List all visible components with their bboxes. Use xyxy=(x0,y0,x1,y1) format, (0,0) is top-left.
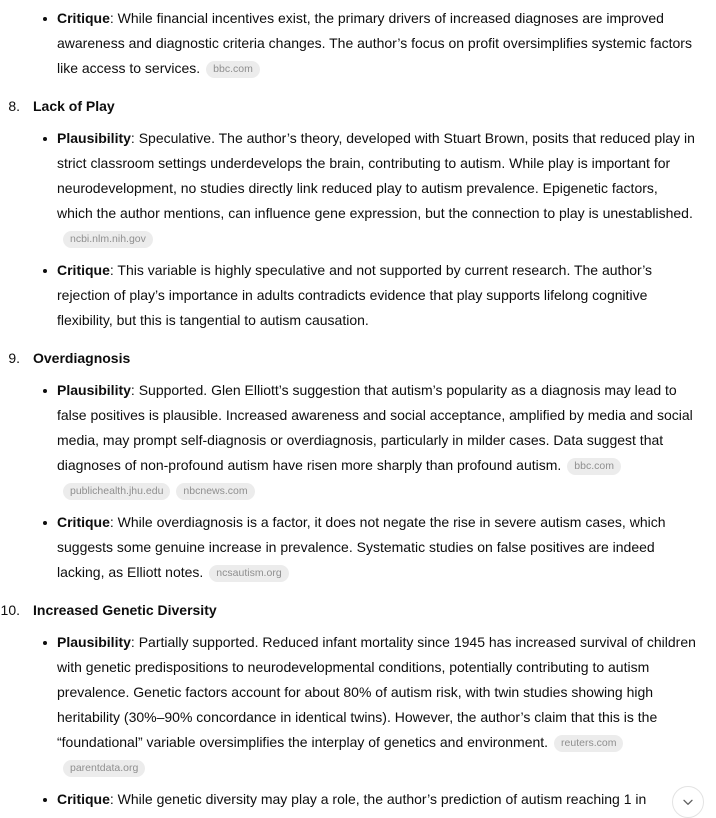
citation-pill[interactable]: publichealth.jhu.edu xyxy=(63,483,170,500)
citation-pill[interactable]: nbcnews.com xyxy=(176,483,254,500)
citation-pill[interactable]: reuters.com xyxy=(554,735,623,752)
label-separator: : xyxy=(130,130,139,146)
bullet-item xyxy=(33,6,696,81)
item-body xyxy=(33,94,696,333)
dot xyxy=(43,17,47,21)
bullet-list xyxy=(33,126,696,333)
citation-pill[interactable]: bbc.com xyxy=(567,458,621,475)
intro-bullet-list xyxy=(33,6,696,81)
bullet-body-text: Speculative. The author’s theory, developed with Stuart Brown, posits that reduced play in strict classroom settings underdevelops the brain, contributing to autism. While play is important for neurodevelopment, no studies directly link reduced play to autism prevalence. Epigenetic factors, which the author mentions, can influence gene expression, but the connection to play is unestablished. xyxy=(57,130,695,221)
bullet-label: Plausibility xyxy=(57,382,131,398)
bullet-dot-icon xyxy=(33,6,57,81)
bullet-label: Plausibility xyxy=(57,130,131,146)
bullet-item xyxy=(33,126,696,251)
label-separator: : xyxy=(130,634,139,650)
bullet-dot-icon xyxy=(33,510,57,585)
bullet-item xyxy=(33,258,696,333)
item-number: 8. xyxy=(8,98,20,114)
bullet-text xyxy=(57,6,696,81)
item-title: Increased Genetic Diversity xyxy=(33,602,217,618)
bullet-label: Critique xyxy=(57,10,110,26)
bullet-body-text: This variable is highly speculative and not supported by current research. The author’s rejection of play’s importance in adults contradicts evidence that play supports lifelong cognitive flexibility, but this is tangential to autism causation. xyxy=(57,262,653,328)
dot xyxy=(43,269,47,273)
bullet-label: Critique xyxy=(57,514,110,530)
label-separator: : xyxy=(109,262,118,278)
numbered-item xyxy=(0,346,696,585)
citation-pill[interactable]: ncbi.nlm.nih.gov xyxy=(63,231,153,248)
bullet-label: Critique xyxy=(57,262,110,278)
scroll-to-bottom-button[interactable] xyxy=(672,786,704,818)
bullet-body-text: While overdiagnosis is a factor, it does not negate the rise in severe autism cases, which suggests some genuine increase in prevalence. Systematic studies on false positives are indeed lacking, as Elliott notes. xyxy=(57,514,666,580)
bullet-list xyxy=(33,378,696,585)
bullet-item xyxy=(33,787,696,812)
bullet-label: Plausibility xyxy=(57,634,131,650)
bullet-item xyxy=(33,630,696,780)
bullet-item xyxy=(33,378,696,503)
bullet-dot-icon xyxy=(33,787,57,812)
bullet-text xyxy=(57,378,696,503)
dot xyxy=(43,798,47,802)
item-body xyxy=(33,346,696,585)
chevron-down-icon xyxy=(680,794,696,810)
citation-pill[interactable]: parentdata.org xyxy=(63,760,145,777)
item-body xyxy=(33,598,696,812)
bullet-label: Critique xyxy=(57,791,110,807)
label-separator: : xyxy=(109,10,118,26)
bullet-body-text: Supported. Glen Elliott’s suggestion that autism’s popularity as a diagnosis may lead to false positives is plausible. Increased awareness and social acceptance, amplified by media and social media, may prompt self-diagnosis or overdiagnosis, particularly in milder cases. Data suggest that diagnoses of non-profound autism have risen more sharply than profound autism. xyxy=(57,382,693,473)
item-title: Lack of Play xyxy=(33,98,115,114)
citation-pill[interactable]: bbc.com xyxy=(206,61,260,78)
item-number: 10. xyxy=(0,602,20,618)
bullet-text xyxy=(57,630,696,780)
bullet-text xyxy=(57,510,696,585)
label-separator: : xyxy=(109,791,118,807)
citation-pill[interactable]: ncsautism.org xyxy=(209,565,288,582)
label-separator: : xyxy=(109,514,118,530)
numbered-item xyxy=(0,598,696,812)
dot xyxy=(43,521,47,525)
numbered-list xyxy=(0,94,696,812)
bullet-dot-icon xyxy=(33,630,57,780)
label-separator: : xyxy=(130,382,139,398)
bullet-body-text: Partially supported. Reduced infant mortality since 1945 has increased survival of children with genetic predispositions to neurodevelopmental conditions, potentially contributing to autism prevalence. Genetic factors account for about 80% of autism risk, with twin studies showing high heritability (30%–90% concordance in identical twins). However, the author’s claim that this is the “foundational” variable oversimplifies the interplay of genetics and environment. xyxy=(57,634,696,750)
bullet-list xyxy=(33,630,696,812)
dot xyxy=(43,137,47,141)
item-number: 9. xyxy=(8,350,20,366)
bullet-item xyxy=(33,510,696,585)
numbered-item xyxy=(0,94,696,333)
bullet-body-text: While financial incentives exist, the primary drivers of increased diagnoses are improved awareness and diagnostic criteria changes. The author’s focus on profit oversimplifies systemic factors like access to services. xyxy=(57,10,692,76)
dot xyxy=(43,389,47,393)
bullet-dot-icon xyxy=(33,126,57,251)
bullet-dot-icon xyxy=(33,378,57,503)
dot xyxy=(43,641,47,645)
bullet-text xyxy=(57,126,696,251)
item-title: Overdiagnosis xyxy=(33,350,131,366)
bullet-dot-icon xyxy=(33,258,57,333)
bullet-text xyxy=(57,787,696,812)
bullet-body-text: While genetic diversity may play a role, the author’s prediction of autism reaching 1 in xyxy=(117,791,647,807)
bullet-text xyxy=(57,258,696,333)
